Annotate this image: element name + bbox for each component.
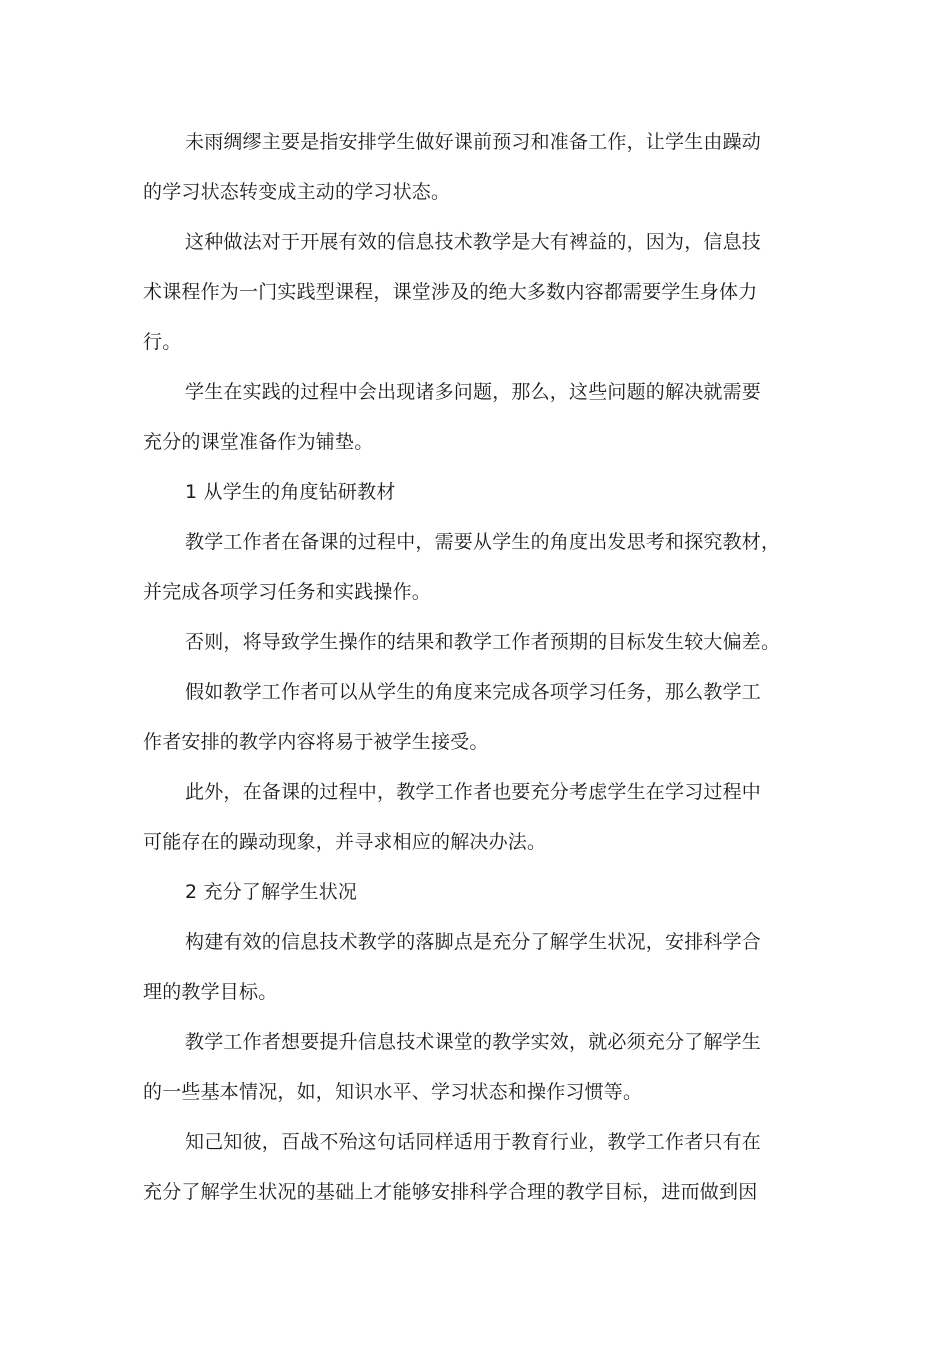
paragraph-4-line-2: 并完成各项学习任务和实践操作。 bbox=[143, 581, 432, 603]
paragraph-3-line-1: 学生在实践的过程中会出现诸多问题，那么，这些问题的解决就需要 bbox=[185, 381, 762, 403]
paragraph-5-line-1: 否则，将导致学生操作的结果和教学工作者预期的目标发生较大偏差。 bbox=[185, 631, 781, 653]
paragraph-6-line-2: 作者安排的教学内容将易于被学生接受。 bbox=[143, 731, 489, 753]
paragraph-4-line-1: 教学工作者在备课的过程中，需要从学生的角度出发思考和探究教材， bbox=[185, 531, 781, 553]
paragraph-3-line-2: 充分的课堂准备作为铺垫。 bbox=[143, 431, 374, 453]
paragraph-8-line-2: 理的教学目标。 bbox=[143, 981, 278, 1003]
paragraph-6-line-1: 假如教学工作者可以从学生的角度来完成各项学习任务，那么教学工 bbox=[185, 681, 762, 703]
paragraph-9-line-1: 教学工作者想要提升信息技术课堂的教学实效，就必须充分了解学生 bbox=[185, 1031, 762, 1053]
paragraph-1-line-2: 的学习状态转变成主动的学习状态。 bbox=[143, 181, 451, 203]
section-heading-2: 2 充分了解学生状况 bbox=[185, 881, 358, 903]
section-heading-1: 1 从学生的角度钻研教材 bbox=[185, 481, 396, 503]
paragraph-8-line-1: 构建有效的信息技术教学的落脚点是充分了解学生状况，安排科学合 bbox=[185, 931, 762, 953]
paragraph-2-line-1: 这种做法对于开展有效的信息技术教学是大有裨益的，因为，信息技 bbox=[185, 231, 762, 253]
paragraph-2-line-2: 术课程作为一门实践型课程，课堂涉及的绝大多数内容都需要学生身体力 bbox=[143, 281, 758, 303]
paragraph-1-line-1: 未雨绸缪主要是指安排学生做好课前预习和准备工作，让学生由躁动 bbox=[185, 131, 762, 153]
paragraph-7-line-2: 可能存在的躁动现象，并寻求相应的解决办法。 bbox=[143, 831, 547, 853]
paragraph-10-line-1: 知己知彼，百战不殆这句话同样适用于教育行业，教学工作者只有在 bbox=[185, 1131, 762, 1153]
paragraph-10-line-2: 充分了解学生状况的基础上才能够安排科学合理的教学目标，进而做到因 bbox=[143, 1181, 758, 1203]
paragraph-7-line-1: 此外，在备课的过程中，教学工作者也要充分考虑学生在学习过程中 bbox=[185, 781, 762, 803]
paragraph-9-line-2: 的一些基本情况，如，知识水平、学习状态和操作习惯等。 bbox=[143, 1081, 643, 1103]
paragraph-2-line-3: 行。 bbox=[143, 331, 182, 353]
